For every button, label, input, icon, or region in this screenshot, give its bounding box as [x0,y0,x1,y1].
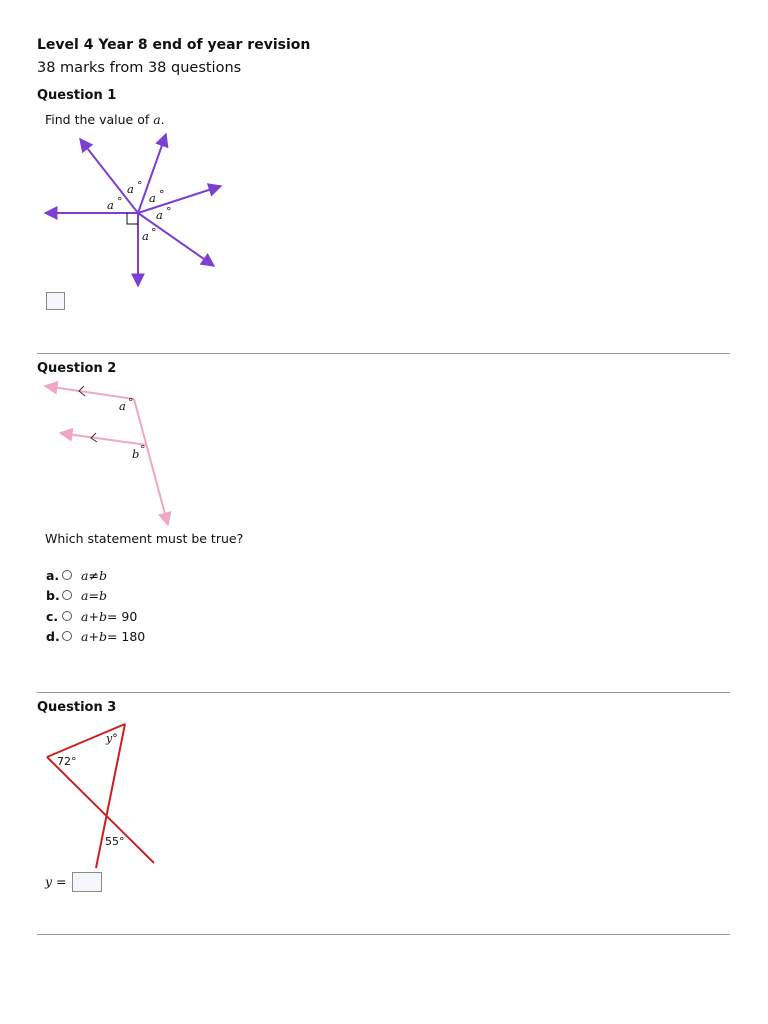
q3-angle-left: 72° [57,755,77,768]
q1-angle-label-5: a [142,229,149,243]
option-letter: a. [46,567,60,583]
q1-ray-lower-right [138,213,214,266]
q1-angle-degree-5: ° [151,226,157,239]
question-1-prompt: Find the value of a. [45,112,165,127]
question-2-option-a[interactable]: a. a ≠ b [46,567,107,583]
question-2-option-d[interactable]: d. a + b = 180 [46,628,146,644]
q1-angle-degree-1: ° [137,179,143,192]
option-letter: d. [46,628,60,644]
divider [37,692,730,693]
page-title: Level 4 Year 8 end of year revision [37,37,311,53]
q1-right-angle-mark [127,213,138,224]
q1-angle-label-4: a [156,208,163,222]
question-2-option-c[interactable]: c. a + b = 90 [46,608,138,624]
option-letter: b. [46,587,60,603]
page-subtitle: 38 marks from 38 questions [37,60,242,76]
radio-button[interactable] [62,631,72,641]
question-3-heading: Question 3 [37,700,117,715]
question-2-prompt: Which statement must be true? [45,531,244,546]
q1-angle-degree-3: ° [159,188,165,201]
q2-parallel-line-top [45,386,134,399]
question-3-answer-label: y = [45,874,67,889]
question-1-heading: Question 1 [37,88,117,103]
radio-button[interactable] [62,611,72,621]
q2-parallel-line-bottom [60,433,147,445]
q2-angle-label-a: a [119,399,126,413]
q3-angle-top: y° [106,732,118,745]
question-2-heading: Question 2 [37,361,117,376]
q1-angle-label-3: a [149,191,156,205]
question-1-answer-box[interactable] [46,292,65,310]
radio-button[interactable] [62,570,72,580]
question-2-option-b[interactable]: b. a = b [46,587,107,603]
option-letter: c. [46,608,59,624]
q2-angle-label-b: b [132,447,140,461]
q3-angle-bottom: 55° [105,835,125,848]
q2-transversal [134,399,168,525]
q1-angle-label-1: a [127,182,134,196]
divider [37,353,730,354]
q1-angle-degree-2: ° [117,195,123,208]
divider [37,934,730,935]
q1-angle-label-2: a [107,198,114,212]
q1-angle-degree-4: ° [166,205,172,218]
q2-angle-degree-a: ° [128,396,134,409]
radio-button[interactable] [62,590,72,600]
q2-angle-degree-b: ° [140,443,146,456]
question-3-answer-box[interactable] [72,872,102,892]
